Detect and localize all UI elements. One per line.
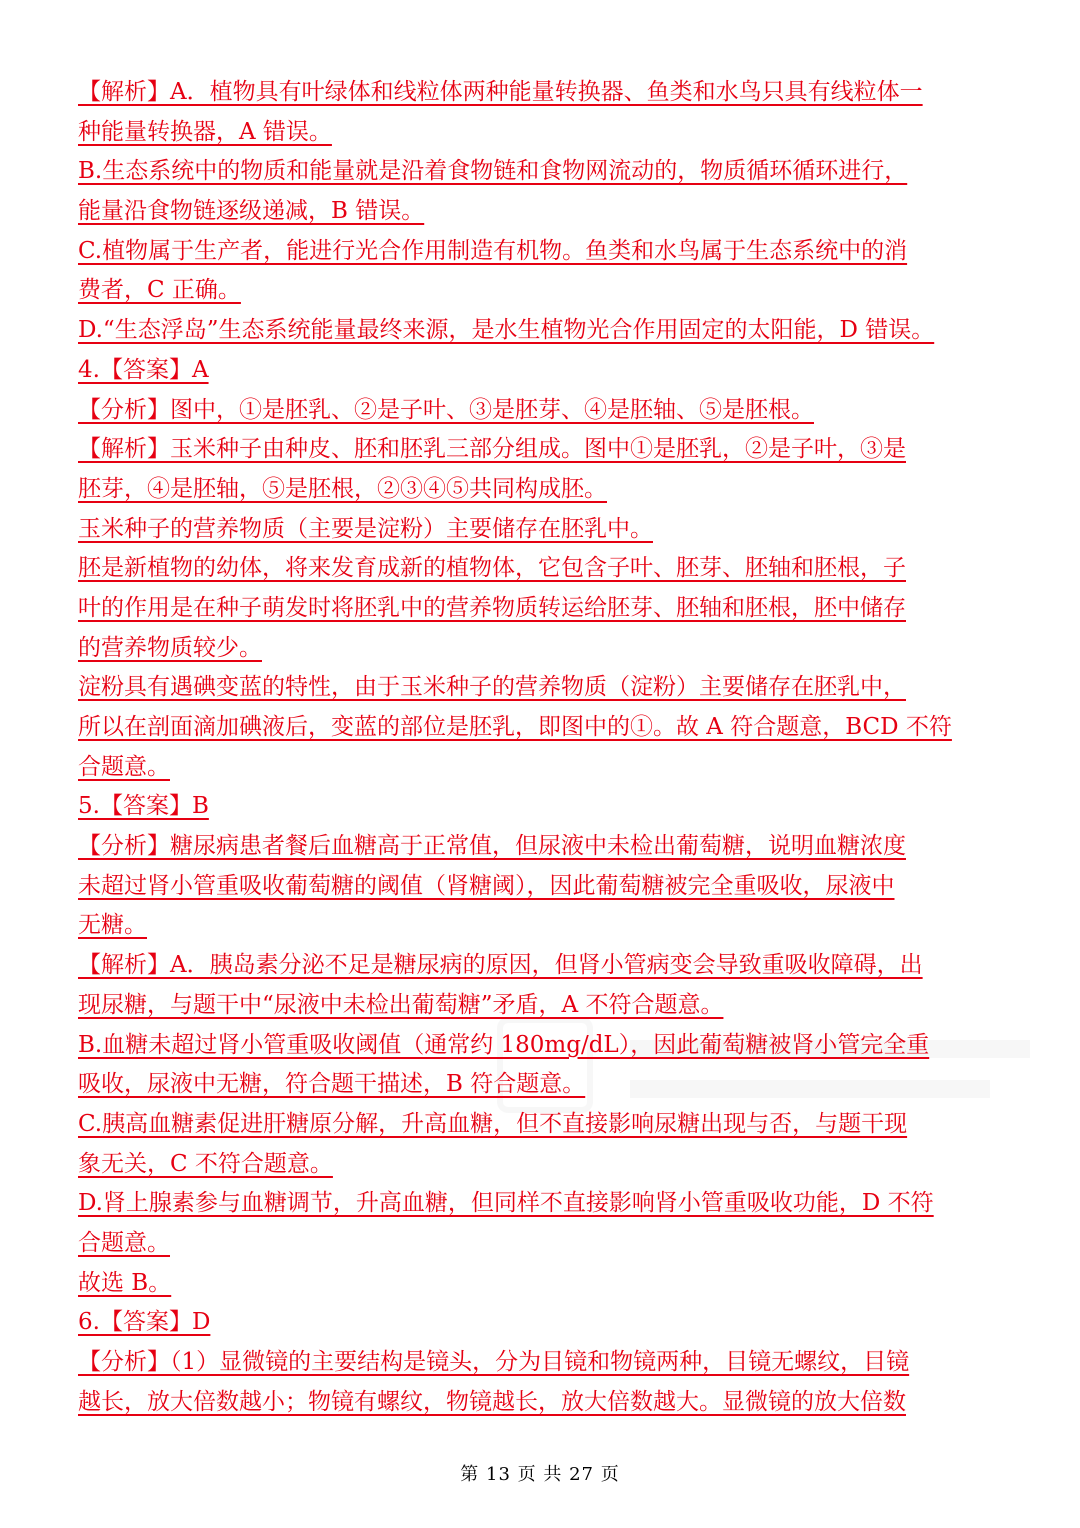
- text-line: [78, 470, 1006, 510]
- text-line-content: 吸收，尿液中无糖，符合题干描述，B 符合题意。: [78, 1071, 586, 1098]
- text-line-content: 5.【答案】B: [78, 793, 209, 820]
- text-line-content: 叶的作用是在种子萌发时将胚乳中的营养物质转运给胚芽、胚轴和胚根，胚中储存: [78, 594, 906, 621]
- text-line-content: 玉米种子的营养物质（主要是淀粉）主要储存在胚乳中。: [78, 515, 653, 542]
- text-line-content: 能量沿食物链逐级递减，B 错误。: [78, 198, 425, 225]
- text-line-content: 【解析】玉米种子由种皮、胚和胚乳三部分组成。图中①是胚乳，②是子叶，③是: [78, 436, 906, 463]
- text-line-content: 淀粉具有遇碘变蓝的特性，由于玉米种子的营养物质（淀粉）主要储存在胚乳中，: [78, 674, 906, 701]
- text-line: [78, 668, 1006, 708]
- text-line: [78, 906, 1006, 946]
- text-line-content: 越长，放大倍数越小；物镜有螺纹，物镜越长，放大倍数越大。显微镜的放大倍数: [78, 1388, 906, 1415]
- text-line: [78, 1224, 1006, 1264]
- text-line: [78, 271, 1006, 311]
- text-line-content: D.肾上腺素参与血糖调节，升高血糖，但同样不直接影响肾小管重吸收功能，D 不符: [78, 1190, 934, 1217]
- text-line: [78, 351, 1006, 391]
- text-line: [78, 629, 1006, 669]
- text-line: [78, 1383, 1006, 1423]
- text-line: [78, 787, 1006, 827]
- text-line-content: 胚芽，④是胚轴，⑤是胚根，②③④⑤共同构成胚。: [78, 475, 607, 502]
- text-line-content: 种能量转换器，A 错误。: [78, 118, 332, 145]
- text-line-content: 故选 B。: [78, 1269, 172, 1296]
- text-line: [78, 152, 1006, 192]
- text-line: [78, 232, 1006, 272]
- text-line: [78, 1184, 1006, 1224]
- text-line-content: 费者，C 正确。: [78, 277, 241, 304]
- text-line: [78, 549, 1006, 589]
- text-line: [78, 1105, 1006, 1145]
- text-line: [78, 1264, 1006, 1304]
- text-line: [78, 946, 1006, 986]
- text-line: [78, 391, 1006, 431]
- text-line-content: B.生态系统中的物质和能量就是沿着食物链和食物网流动的，物质循环循环进行，: [78, 158, 908, 185]
- text-line: [78, 192, 1006, 232]
- text-line-content: 胚是新植物的幼体，将来发育成新的植物体，它包含子叶、胚芽、胚轴和胚根，子: [78, 555, 906, 582]
- text-line: [78, 867, 1006, 907]
- text-line: [78, 708, 1006, 748]
- text-line-content: C.胰高血糖素促进肝糖原分解，升高血糖，但不直接影响尿糖出现与否，与题干现: [78, 1110, 908, 1137]
- text-line-content: 合题意。: [78, 753, 170, 780]
- text-line: [78, 748, 1006, 788]
- text-line-content: 4.【答案】A: [78, 356, 209, 383]
- text-line: [78, 827, 1006, 867]
- page-number-footer: 第 13 页 共 27 页: [460, 1464, 620, 1485]
- text-line-content: 现尿糖，与题干中“尿液中未检出葡萄糖”矛盾，A 不符合题意。: [78, 991, 724, 1018]
- text-line: [78, 1303, 1006, 1343]
- text-line: [78, 311, 1006, 351]
- text-line-content: 6.【答案】D: [78, 1309, 211, 1336]
- text-line-content: 合题意。: [78, 1229, 170, 1256]
- text-line-content: 所以在剖面滴加碘液后，变蓝的部位是胚乳，即图中的①。故 A 符合题意，BCD 不符: [78, 714, 952, 740]
- text-line: [78, 1065, 1006, 1105]
- text-line-content: 【分析】（1）显微镜的主要结构是镜头，分为目镜和物镜两种，目镜无螺纹，目镜: [78, 1349, 910, 1375]
- text-line: [78, 113, 1006, 153]
- text-line-content: 无糖。: [78, 912, 147, 939]
- text-line-content: 象无关，C 不符合题意。: [78, 1150, 333, 1177]
- text-line: [78, 1343, 1006, 1383]
- text-line-content: 【分析】图中，①是胚乳、②是子叶、③是胚芽、④是胚轴、⑤是胚根。: [78, 396, 814, 423]
- text-line: [78, 1026, 1006, 1066]
- text-line: [78, 1145, 1006, 1185]
- text-line-content: B.血糖未超过肾小管重吸收阈值（通常约 180mg/dL），因此葡萄糖被肾小管完全重: [78, 1031, 930, 1058]
- text-line: [78, 986, 1006, 1026]
- text-line-content: D.“生态浮岛”生态系统能量最终来源，是水生植物光合作用固定的太阳能，D 错误。: [78, 317, 935, 344]
- text-line: [78, 510, 1006, 550]
- text-line-content: 【分析】糖尿病患者餐后血糖高于正常值，但尿液中未检出葡萄糖，说明血糖浓度: [78, 833, 906, 860]
- text-line: [78, 73, 1006, 113]
- text-line: [78, 430, 1006, 470]
- text-line: [78, 589, 1006, 629]
- answer-explanation-text: [78, 73, 1006, 1422]
- text-line-content: C.植物属于生产者，能进行光合作用制造有机物。鱼类和水鸟属于生态系统中的消: [78, 237, 908, 264]
- text-line-content: 未超过肾小管重吸收葡萄糖的阈值（肾糖阈），因此葡萄糖被完全重吸收，尿液中: [78, 872, 895, 899]
- text-line-content: 【解析】A．植物具有叶绿体和线粒体两种能量转换器、鱼类和水鸟只具有线粒体一: [78, 79, 923, 105]
- text-line-content: 的营养物质较少。: [78, 634, 262, 661]
- text-line-content: 【解析】A．胰岛素分泌不足是糖尿病的原因，但肾小管病变会导致重吸收障碍，出: [78, 952, 923, 979]
